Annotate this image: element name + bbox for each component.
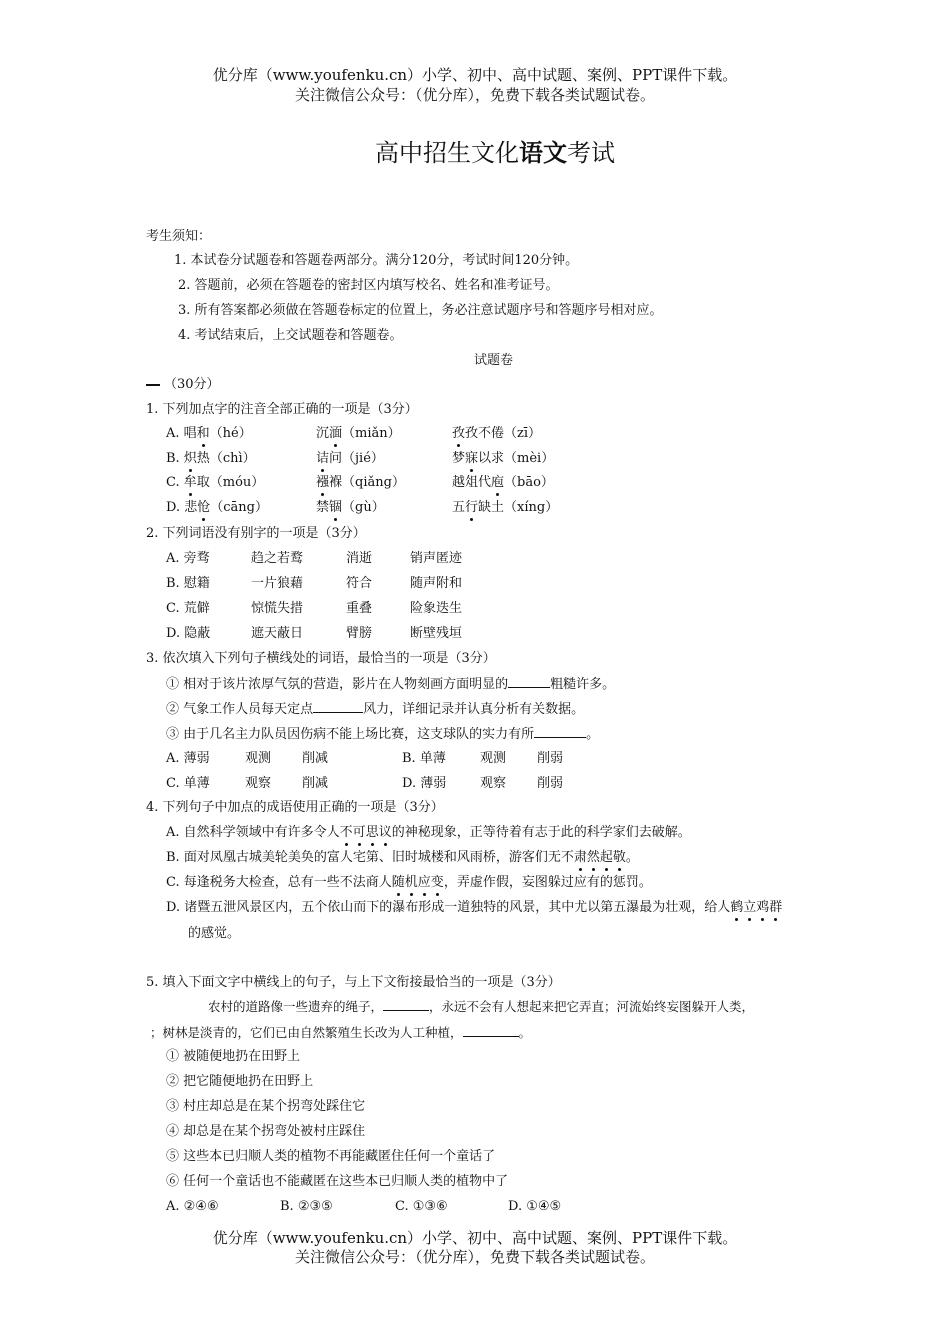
q4-d-pre: D. 诸暨五泄风景区内，五个依山而下的瀑布形成一道独特的风景，其中尤以第五瀑最为壮观，给人: [166, 900, 731, 915]
q2-cell: D. 隐蔽: [166, 626, 211, 641]
q1-a-col3: 孜孜不倦（zī）: [452, 426, 542, 441]
title-part2: 考试: [567, 139, 615, 167]
q2-cell: 惊慌失措: [251, 601, 304, 616]
q2-cell: 一片狼藉: [251, 576, 304, 591]
q3-s3-tail: 。: [586, 727, 600, 742]
q1-a-col1: A. 唱和（hé）: [166, 426, 252, 441]
q2-cell: 险象迭生: [410, 601, 463, 616]
q4-option-d-line2: 的感觉。: [188, 926, 241, 941]
q5-item: ⑥ 任何一个童话也不能藏匿在这些本已归顺人类的植物中了: [166, 1174, 509, 1189]
dotted-idiom: 随机应变: [391, 875, 444, 890]
q1-d-col1: D. 悲怆（cāng）: [166, 500, 268, 515]
fill-blank: [383, 998, 429, 1011]
q3-opt: 观察: [480, 776, 507, 791]
q2-cell: 销声匿迹: [410, 551, 463, 566]
q3-stem: 3. 依次填入下列句子横线处的词语，最恰当的一项是（3分）: [146, 651, 496, 666]
q4-option-b: [166, 849, 639, 867]
q4-c-pre: C. 每逢税务大检查，总有一些不法商人: [166, 875, 392, 890]
section-score: （30分）: [164, 377, 220, 392]
q2-cell: 消逝: [346, 551, 373, 566]
q3-opt: C. 单薄: [166, 776, 210, 791]
section-one-heading: [146, 376, 220, 394]
fill-blank: [534, 725, 586, 738]
q4-a-pre: A. 自然科学领域中有许多令人: [166, 825, 340, 840]
watermark-header-line1: 优分库（www.youfenku.cn）小学、初中、高中试题、案例、PPT课件下载。: [212, 66, 738, 84]
q5-p1-text: 农村的道路像一些遗弃的绳子，: [208, 999, 384, 1014]
q2-cell: 趋之若鹜: [251, 551, 304, 566]
q3-s1-tail: 粗糙许多。: [550, 677, 616, 692]
notice-heading: 考生须知：: [146, 229, 212, 244]
q5-item: ④ 却总是在某个拐弯处被村庄踩住: [166, 1124, 366, 1139]
title-part1: 高中招生文化: [375, 139, 519, 167]
q1-c-col2: 襁褓（qiǎng）: [316, 475, 405, 490]
q2-stem: 2. 下列词语没有别字的一项是（3分）: [146, 526, 366, 541]
q5-opt: C. ①③⑥: [395, 1199, 448, 1214]
q2-cell: 臂膀: [346, 626, 373, 641]
q5-p1-tail: ，永远不会有人想起来把它弄直；河流始终妄图躲开人类，: [429, 999, 755, 1014]
q5-p2-text: ；树林是淡青的，它们已由自然繁殖生长改为人工种植，: [150, 1025, 463, 1040]
q3-s1-text: ① 相对于该片浓厚气氛的营造，影片在人物刻画方面明显的: [166, 677, 509, 692]
q5-item: ③ 村庄却总是在某个拐弯处踩住它: [166, 1099, 366, 1114]
dotted-idiom: 鹤立鸡群: [730, 900, 783, 915]
q1-b-col3: 梦寐以求（mèi）: [452, 451, 555, 466]
q3-opt: 削减: [302, 751, 329, 766]
q2-cell: B. 慰籍: [166, 576, 210, 591]
q3-s2-text: ② 气象工作人员每天定点: [166, 702, 314, 717]
q1-stem: 1. 下列加点字的注音全部正确的一项是（3分）: [146, 402, 418, 417]
fill-blank: [463, 1024, 519, 1037]
q5-passage-line2: [150, 1024, 531, 1042]
q4-b-post: 。: [625, 850, 639, 865]
q4-b-pre: B. 面对凤凰古城美轮美奂的富人宅第、旧时城楼和风雨桥，游客们无不: [166, 850, 574, 865]
q3-sentence-3: [166, 725, 599, 744]
q1-b-col2: 诘问（jié）: [316, 451, 384, 466]
section-dash: [146, 384, 160, 386]
q5-p2-tail: 。: [518, 1025, 532, 1040]
title-bold: 语文: [519, 138, 567, 167]
notice-item: 4. 考试结束后，上交试题卷和答题卷。: [178, 328, 403, 343]
q3-opt: B. 单薄: [402, 751, 446, 766]
notice-item: 3. 所有答案都必须做在答题卷标定的位置上，务必注意试题序号和答题序号相对应。: [178, 303, 663, 318]
q4-option-c: [166, 874, 652, 892]
q4-stem: 4. 下列句子中加点的成语使用正确的一项是（3分）: [146, 800, 444, 815]
q2-cell: 符合: [346, 576, 373, 591]
q3-opt: 观察: [245, 776, 272, 791]
q3-opt: D. 薄弱: [402, 776, 447, 791]
q4-c-post: ，弄虚作假，妄图躲过应有的惩罚。: [443, 875, 652, 890]
q5-passage-line1: [208, 998, 754, 1016]
q1-a-col2: 沉湎（miǎn）: [316, 426, 401, 441]
q5-opt: D. ①④⑤: [508, 1199, 562, 1214]
q4-a-post: 的神秘现象，正等待着有志于此的科学家们去破解。: [391, 825, 691, 840]
q2-cell: 遮天蔽日: [251, 626, 304, 641]
q3-opt: 削减: [302, 776, 329, 791]
fill-blank: [508, 675, 550, 688]
q4-option-a: [166, 824, 691, 842]
q3-sentence-2: [166, 700, 584, 719]
q2-cell: A. 旁骛: [166, 551, 210, 566]
q1-d-col2: 禁锢（gù）: [316, 500, 385, 515]
q5-opt: B. ②③⑤: [280, 1199, 333, 1214]
q3-opt: 观测: [480, 751, 507, 766]
watermark-header-line2: 关注微信公众号：（优分库），免费下载各类试题试卷。: [294, 86, 655, 104]
q1-d-col3: 五行缺土（xíng）: [452, 500, 559, 515]
q2-cell: 随声附和: [410, 576, 463, 591]
q2-cell: 重叠: [346, 601, 373, 616]
watermark-footer-line1: 优分库（www.youfenku.cn）小学、初中、高中试题、案例、PPT课件下载。: [212, 1229, 738, 1247]
dotted-idiom: 不可思议: [339, 825, 392, 840]
q1-c-col1: C. 牟取（móu）: [166, 475, 265, 490]
watermark-footer-line2: 关注微信公众号：（优分库），免费下载各类试题试卷。: [294, 1248, 655, 1266]
q3-opt: 削弱: [537, 751, 564, 766]
q1-b-col1: B. 炽热（chì）: [166, 451, 256, 466]
q3-sentence-1: [166, 675, 615, 694]
q3-opt: A. 薄弱: [166, 751, 210, 766]
q3-s2-tail: 风力，详细记录并认真分析有关数据。: [363, 702, 585, 717]
q2-cell: C. 荒僻: [166, 601, 210, 616]
q3-opt: 削弱: [537, 776, 564, 791]
q4-option-d: [166, 899, 782, 917]
q5-item: ② 把它随便地扔在田野上: [166, 1074, 314, 1089]
q5-item: ① 被随便地扔在田野上: [166, 1049, 301, 1064]
page-title: [0, 133, 950, 168]
q3-s3-text: ③ 由于几名主力队员因伤病不能上场比赛，这支球队的实力有所: [166, 727, 535, 742]
q5-opt: A. ②④⑥: [166, 1199, 219, 1214]
q5-stem: 5. 填入下面文字中横线上的句子，与上下文衔接最恰当的一项是（3分）: [146, 975, 561, 990]
dotted-idiom: 肃然起敬: [573, 850, 626, 865]
paper-label: 试题卷: [474, 353, 514, 368]
q5-item: ⑤ 这些本已归顺人类的植物不再能藏匿住任何一个童话了: [166, 1149, 496, 1164]
q1-c-col3: 越俎代庖（bāo）: [452, 475, 554, 490]
q3-opt: 观测: [245, 751, 272, 766]
fill-blank: [313, 700, 363, 713]
notice-item: 1. 本试卷分试题卷和答题卷两部分。满分120分，考试时间120分钟。: [174, 253, 579, 268]
q2-cell: 断壁残垣: [410, 626, 463, 641]
notice-item: 2. 答题前，必须在答题卷的密封区内填写校名、姓名和准考证号。: [178, 278, 559, 293]
